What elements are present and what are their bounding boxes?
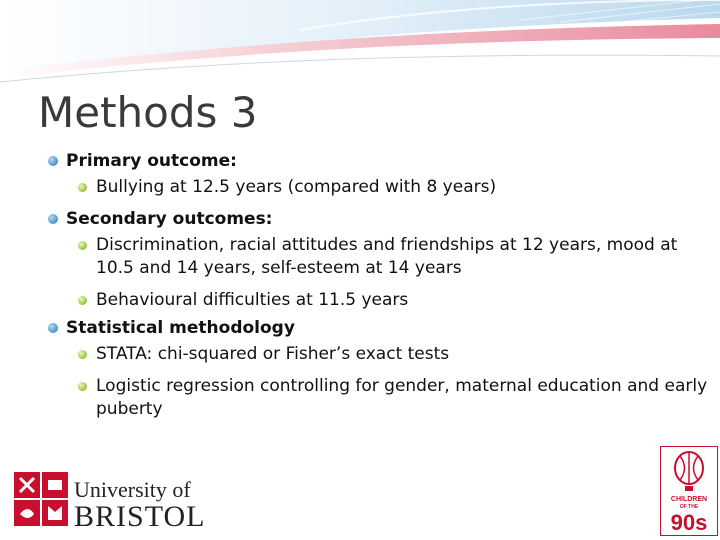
sub-bullet-dot-icon: [78, 382, 87, 391]
sub-bullet-text: Behavioural difficulties at 11.5 years: [96, 290, 409, 310]
children-of-the-90s-logo: [660, 446, 718, 536]
bullet-list: [48, 150, 708, 430]
sub-bullet: [48, 375, 708, 421]
sub-bullet-dot-icon: [78, 296, 87, 305]
sub-bullet-text: Logistic regression controlling for gender, maternal education and early puberty: [96, 376, 708, 419]
svg-text:OF THE: OF THE: [679, 504, 699, 510]
sub-bullet: [48, 289, 708, 312]
bullet-dot-icon: [48, 156, 58, 166]
sub-bullet-text: Bullying at 12.5 years (compared with 8 years): [96, 177, 497, 197]
sub-bullet-text: Discrimination, racial attitudes and friendships at 12 years, mood at 10.5 and 14 years, self-esteem at 14 years: [96, 235, 678, 278]
bullet-label: Statistical methodology: [66, 318, 295, 338]
header-banner: [0, 0, 720, 90]
sub-bullet: [48, 234, 708, 280]
sub-bullet-dot-icon: [78, 350, 87, 359]
sub-bullet-text: STATA: chi-squared or Fisher’s exact tests: [96, 344, 450, 364]
bullet-label: Primary outcome:: [66, 151, 237, 171]
logo-line1: University of: [74, 477, 191, 502]
svg-text:CHILDREN: CHILDREN: [670, 496, 708, 503]
bristol-wordmark: [74, 478, 205, 532]
sub-bullet: [48, 343, 708, 366]
logo-line2: BRISTOL: [74, 500, 206, 533]
bullet-dot-icon: [48, 214, 58, 224]
sub-bullet-dot-icon: [78, 183, 87, 192]
crest-icon: [14, 472, 68, 526]
svg-text:90s: 90s: [670, 510, 708, 535]
sub-bullet-dot-icon: [78, 241, 87, 250]
bullet-dot-icon: [48, 323, 58, 333]
bullet-label: Secondary outcomes:: [66, 209, 273, 229]
sub-bullet: [48, 176, 708, 199]
slide-title: Methods 3: [38, 88, 258, 137]
